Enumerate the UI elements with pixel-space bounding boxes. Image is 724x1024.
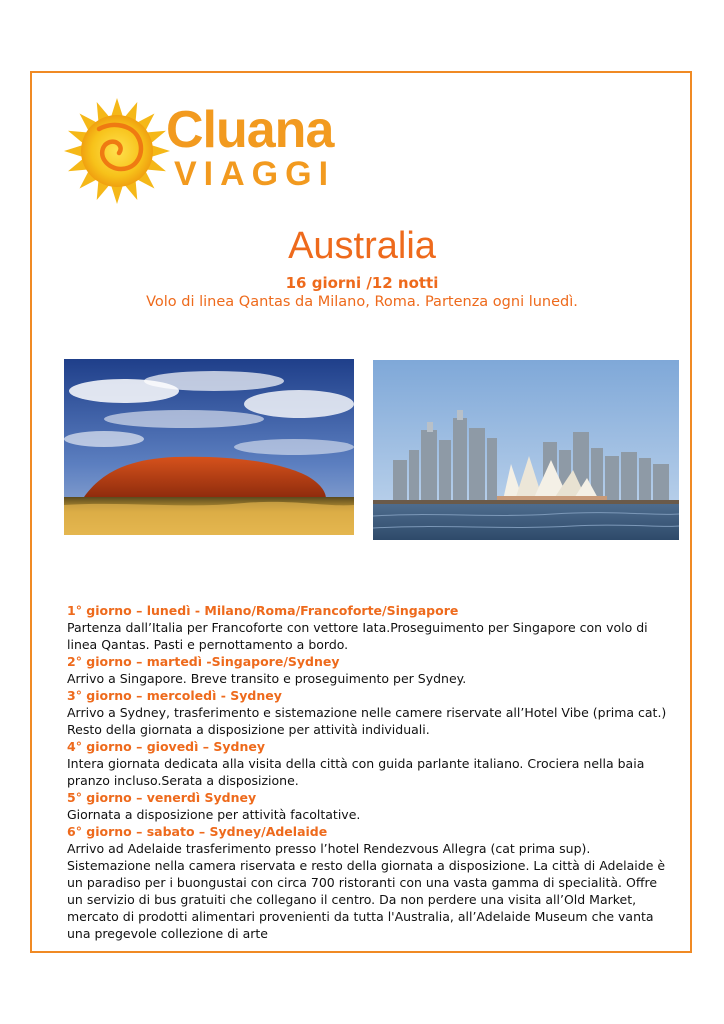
itinerary-day (67, 823, 667, 942)
itinerary-day (67, 789, 667, 823)
itinerary (67, 602, 667, 942)
itinerary-day (67, 653, 667, 687)
brand-name: Cluana (166, 101, 334, 159)
day-heading: 2° giorno – martedì -Singapore/Sydney (67, 654, 340, 669)
cluana-viaggi-logo (62, 96, 362, 206)
sydney-photo (373, 360, 679, 540)
day-heading: 4° giorno – giovedì – Sydney (67, 739, 265, 754)
itinerary-day (67, 687, 667, 738)
day-heading: 6° giorno – sabato – Sydney/Adelaide (67, 824, 328, 839)
day-description: Intera giornata dedicata alla visita della città con guida parlante italiano. Crociera nella baia pranzo incluso.Serata a disposizione. (67, 756, 645, 788)
day-heading: 1° giorno – lunedì - Milano/Roma/Francoforte/Singapore (67, 603, 459, 618)
day-description: Arrivo a Singapore. Breve transito e proseguimento per Sydney. (67, 671, 467, 686)
sun-logo-icon (62, 96, 172, 206)
brand-tagline: VIAGGI (174, 155, 336, 193)
day-description: Arrivo a Sydney, trasferimento e sistemazione nelle camere riservate all’Hotel Vibe (prima cat.) Resto della giornata a disposizione per attività individuali. (67, 705, 667, 737)
day-heading: 3° giorno – mercoledì - Sydney (67, 688, 282, 703)
page-title: Australia (288, 225, 436, 267)
flight-info: Volo di linea Qantas da Milano, Roma. Partenza ogni lunedì. (146, 294, 578, 310)
uluru-photo (64, 359, 354, 535)
day-description: Giornata a disposizione per attività facoltative. (67, 807, 361, 822)
day-description: Partenza dall’Italia per Francoforte con vettore Iata.Proseguimento per Singapore con volo di linea Qantas. Pasti e pernottamento a bordo. (67, 620, 648, 652)
itinerary-day (67, 602, 667, 653)
itinerary-day (67, 738, 667, 789)
trip-duration: 16 giorni /12 notti (285, 274, 439, 292)
day-heading: 5° giorno – venerdì Sydney (67, 790, 257, 805)
day-description: Arrivo ad Adelaide trasferimento presso l’hotel Rendezvous Allegra (cat prima sup). Sistemazione nella camera riservata e resto della giornata a disposizione. La città di Adelaide è un paradiso per i buongustai con circa 700 ristoranti con una vasta gamma di specialità. Offre un servizio di bus gratuiti che collegano il centro. Da non perdere una visita all’Old Market, mercato di prodotti alimentari provenienti da tutta l'Australia, all’Adelaide Museum che vanta una pregevole collezione di arte (67, 841, 666, 941)
